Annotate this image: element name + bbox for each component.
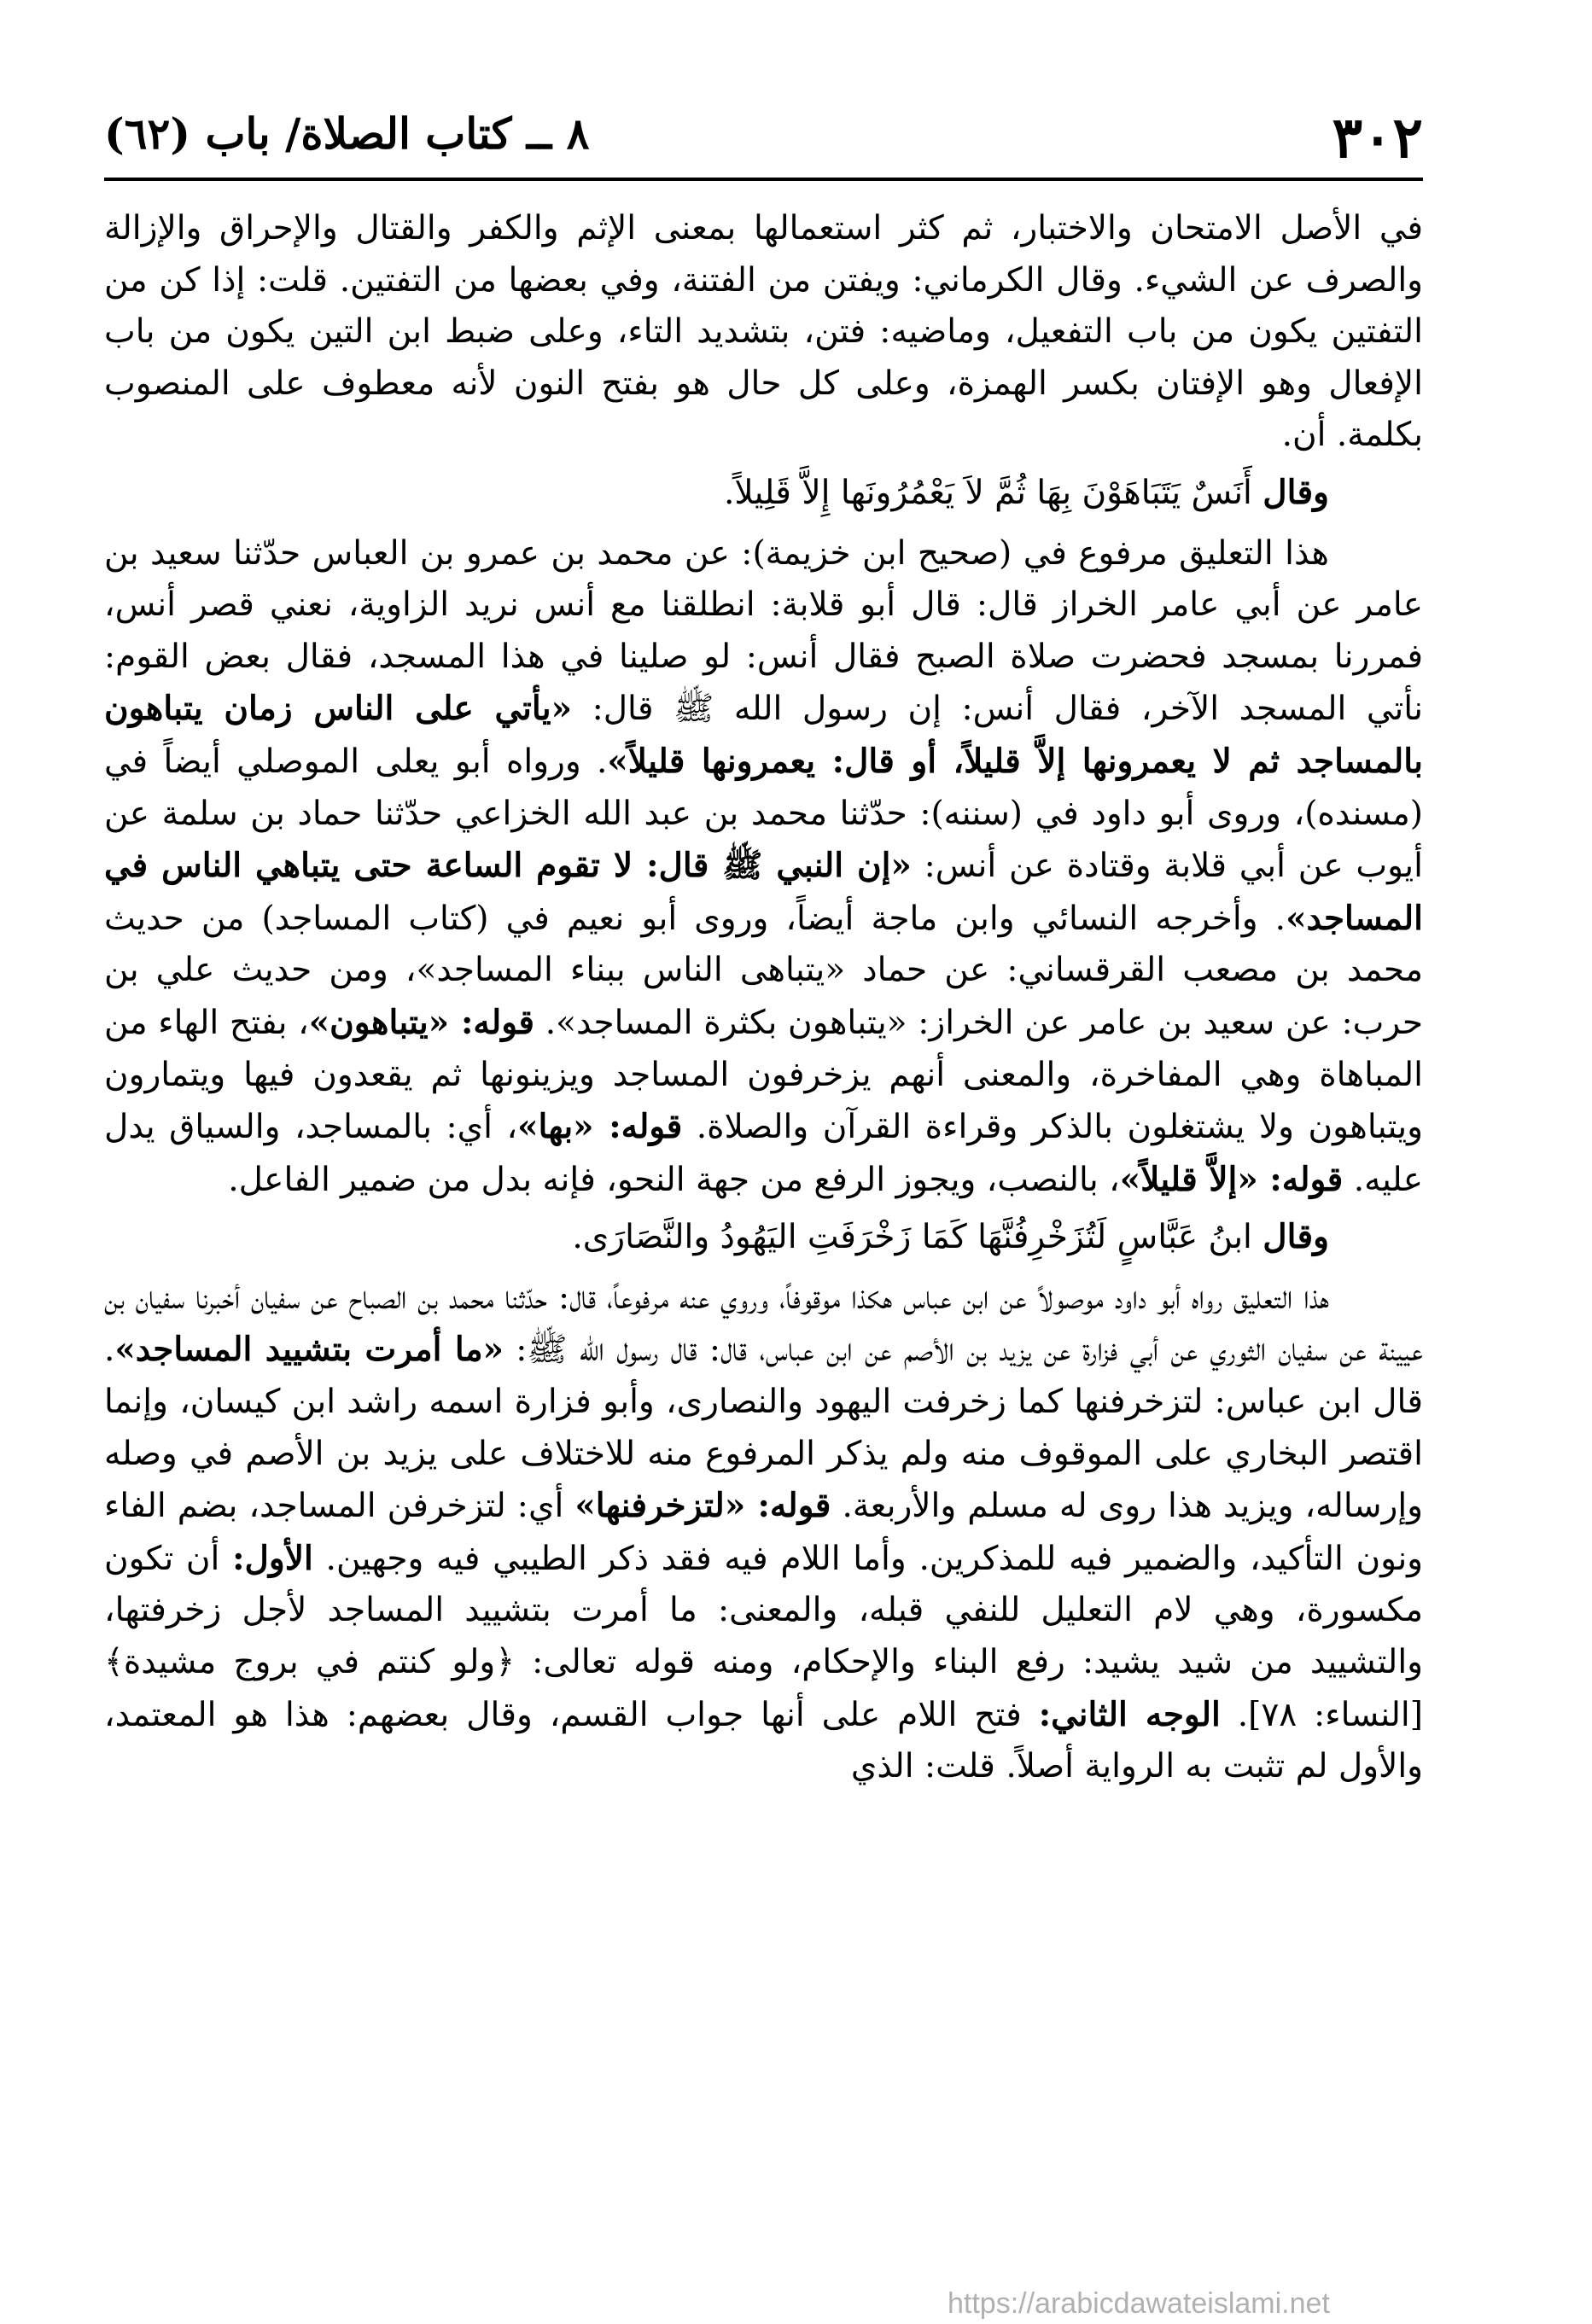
keyword-al-awwal: الأول: bbox=[232, 1538, 313, 1578]
quote-anas-text: أَنَسٌ يَتَبَاهَوْنَ بِهَا ثُمَّ لاَ يَعْمُرُونَها إِلاَّ قَلِيلاً. bbox=[723, 473, 1252, 512]
paragraph-2-part-f: ، أي: بالمساجد، والسياق يدل عليه. bbox=[104, 1108, 1423, 1199]
page-body bbox=[104, 203, 1423, 1793]
paragraph-3-part-d: أي: لتزخرفن المساجد، بضم الفاء ونون التأكيد، والضمير فيه للمذكرين. وأما اللام فيه فقد ذكر الطيبي فيه وجهين. bbox=[104, 1487, 1424, 1578]
page-header bbox=[104, 101, 1423, 186]
quote-anas bbox=[104, 467, 1423, 520]
paragraph-2-part-a: هذا التعليق مرفوع في (صحيح ابن خزيمة): عن محمد بن عمرو بن العباس حدّثنا سعيد بن عامر عن أبي عامر الخراز قال: قال أبو قلابة: انطلقنا مع أنس نريد الزاوية، نعني قصر أنس، فمررنا بمسجد فحضرت صلاة الصبح فقال أنس: لو صلينا في هذا المسجد، فقال بعض القوم: نأتي المسجد الآخر، فقال أنس: إن رسول الله ﷺ قال: bbox=[104, 533, 1424, 729]
paragraph-3-part-f: فتح اللام على أنها جواب القسم، وقال بعضهم: هذا هو المعتمد، والأول لم تثبت به الرواية أصلاً. قلت: الذي bbox=[104, 1695, 1423, 1786]
running-title: ٨ ــ كتاب الصلاة/ باب (٦٢) bbox=[104, 108, 590, 159]
paragraph-2-part-d: . وأخرجه النسائي وابن ماجة أيضاً، وروى أبو نعيم في (كتاب المساجد) من حديث محمد بن مصعب القرقساني: عن حماد «يتباهى الناس ببناء المساجد»، ومن حديث علي بن حرب: عن سعيد بن عامر عن الخراز: «يتباهون بكثرة المساجد». bbox=[104, 899, 1423, 1042]
paragraph-2-part-e: ، بفتح الهاء من المباهاة وهي المفاخرة، والمعنى أنهم يزخرفون المساجد ويزينونها ثم يقعدون فيها ويتمارون ويتباهون ولا يشتغلون بالذكر وقراءة القرآن والصلاة. bbox=[104, 1003, 1423, 1147]
quote-ibn-abbas-text: ابنُ عَبَّاسٍ لَتُزَخْرِفُنَّهَا كَمَا زَخْرَفَتِ اليَهُودُ والنَّصَارَى. bbox=[572, 1218, 1252, 1257]
keyword-yatabahun: قوله: «يتباهون» bbox=[308, 1002, 535, 1042]
paragraph-1 bbox=[104, 203, 1423, 462]
keyword-illa-qalilan: قوله: «إلاَّ قليلاً» bbox=[1119, 1159, 1344, 1199]
quote-anas-lead: وقال bbox=[1263, 472, 1329, 512]
hadith-text-3: «ما أمرت بتشييد المساجد» bbox=[114, 1330, 504, 1370]
keyword-al-wajh-ath-thani: الوجه الثاني: bbox=[1038, 1694, 1221, 1734]
keyword-biha: قوله: «بها» bbox=[517, 1107, 683, 1147]
page-number: ٣٠٢ bbox=[1332, 104, 1423, 171]
paragraph-2-part-c: . ورواه أبو يعلى الموصلي أيضاً في (مسنده)، وروى أبو داود في (سننه): حدّثنا محمد بن عبد الله الخزاعي حدّثنا حماد بن سلمة عن أيوب عن أبي قلابة وقتادة عن أنس: bbox=[104, 742, 1423, 886]
paragraph-3-part-a: هذا التعليق رواه أبو داود موصولاً عن ابن عباس هكذا موقوفاً، وروي عنه مرفوعاً، قال: حدّثنا محمد بن الصباح عن سفيان أخبرنا سفيان بن عيينة عن سفيان الثوري عن أبي فزارة عن يزيد بن الأصم عن ابن عباس، قال: قال رسول الله ﷺ: bbox=[104, 1278, 1423, 1370]
paragraph-1-text: في الأصل الامتحان والاختبار، ثم كثر استعمالها بمعنى الإثم والكفر والقتال والإحراق والإزالة والصرف عن الشيء. وقال الكرماني: ويفتن من الفتنة، وفي بعضها من التفتين. قلت: إذا كن من التفتين يكون من باب التفعيل، وماضيه: فتن، بتشديد التاء، وعلى ضبط ابن التين يكون من باب الإفعال وهو الإفتان بكسر الهمزة، وعلى كل حال هو بفتح النون لأنه معطوف على المنصوب بكلمة. أن. bbox=[104, 209, 1424, 455]
paragraph-3-part-c: . قال ابن عباس: لتزخرفنها كما زخرفت اليهود والنصارى، وأبو فزارة اسمه راشد ابن كيسان، وإنما اقتصر البخاري على الموقوف منه ولم يذكر المرفوع منه للاختلاف على يزيد بن الأصم في وصله وإرساله، ويزيد هذا روى له مسلم والأربعة. bbox=[104, 1331, 1423, 1526]
paragraph-3 bbox=[104, 1273, 1423, 1793]
quote-ibn-abbas bbox=[104, 1211, 1423, 1264]
hadith-text-1: «يأتي على الناس زمان يتباهون بالمساجد ثم لا يعمرونها إلاَّ قليلاً، أو قال: يعمرونها قليلاً» bbox=[104, 689, 1423, 781]
paragraph-3-part-e: أن تكون مكسورة، وهي لام التعليل للنفي قبله، والمعنى: ما أمرت بتشييد المساجد لأجل زخرفتها، والتشييد من شيد يشيد: رفع البناء والإحكام، ومنه قوله تعالى: ﴿ولو كنتم في بروج مشيدة﴾ [النساء: ٧٨]. bbox=[104, 1539, 1423, 1734]
paragraph-2-part-g: ، بالنصب، ويجوز الرفع من جهة النحو، فإنه بدل من ضمير الفاعل. bbox=[228, 1160, 1120, 1199]
watermark-url: https://arabicdawateislami.net bbox=[948, 2287, 1330, 2320]
header-rule bbox=[104, 178, 1423, 181]
hadith-text-2: «إن النبي ﷺ قال: لا تقوم الساعة حتى يتباهي الناس في المساجد» bbox=[104, 846, 1423, 938]
paragraph-2 bbox=[104, 528, 1423, 1207]
keyword-latuzakhrifunnaha: قوله: «لتزخرفنها» bbox=[574, 1486, 831, 1526]
quote-ibn-abbas-lead: وقال bbox=[1263, 1217, 1329, 1257]
